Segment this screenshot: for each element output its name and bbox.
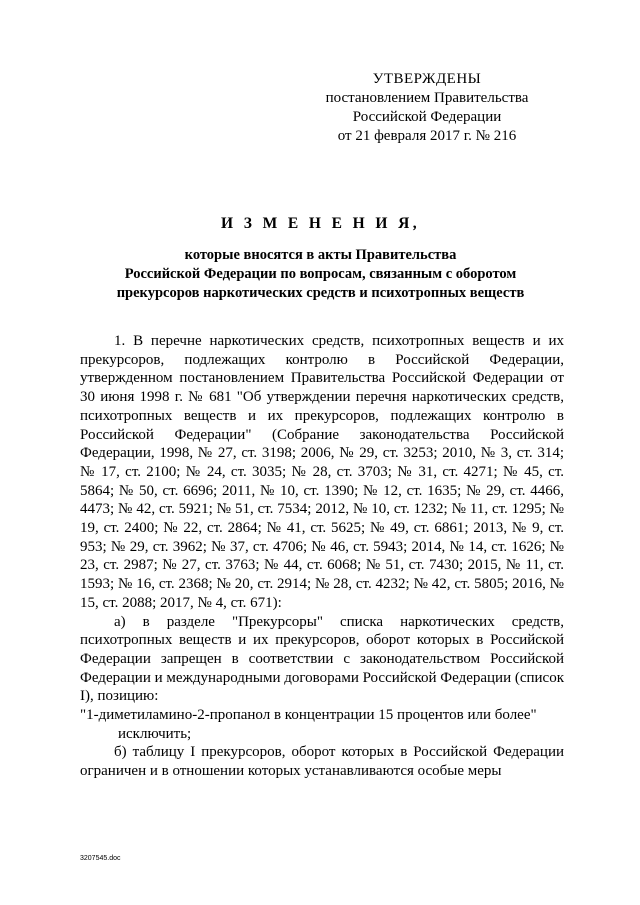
- paragraph-2: а) в разделе "Прекурсоры" списка наркотических средств, психотропных веществ и их прекурсоров, оборот которых в Российской Федерации запрещен в соответствии с законодательством Российской Федерации и международными договорами Российской Федерации (список I), позицию:: [80, 613, 565, 705]
- approval-line-1: постановлением Правительства: [325, 90, 529, 106]
- document-body: [80, 332, 564, 781]
- paragraph-5: б) таблицу I прекурсоров, оборот которых в Российской Федерации ограничен и в отношении которых устанавливаются особые меры: [80, 744, 564, 780]
- approval-line-2: Российской Федерации: [352, 109, 502, 125]
- paragraph-1: 1. В перечне наркотических средств, психотропных веществ и их прекурсоров, подлежащих контролю в Российской Федерации, утвержденном постановлением Правительства Российской Федерации от 30 июня 1998 г. № 681 "Об утверждении перечня наркотических средств, психотропных веществ и их прекурсоров, подлежащих контролю в Российской Федерации" (Собрание законодательства Российской Федерации, 1998, № 27, ст. 3198; 2006, № 29, ст. 3253; 2010, № 3, ст. 314; № 17, ст. 2100; № 24, ст. 3035; № 28, ст. 3703; № 31, ст. 4271; № 45, ст. 5864; № 50, ст. 6696; 2011, № 10, ст. 1390; № 12, ст. 1635; № 29, ст. 4466, 4473; № 42, ст. 5921; № 51, ст. 7534; 2012, № 10, ст. 1232; № 11, ст. 1295; № 19, ст. 2400; № 22, ст. 2864; № 41, ст. 5625; № 49, ст. 6861; 2013, № 9, ст. 953; № 29, ст. 3962; № 37, ст. 4706; № 46, ст. 5943; 2014, № 14, ст. 1626; № 23, ст. 2987; № 27, ст. 3763; № 44, ст. 6068; № 51, ст. 7430; 2015, № 11, ст. 1593; № 16, ст. 2368; № 20, ст. 2914; № 28, ст. 4232; № 42, ст. 5805; 2016, № 15, ст. 2088; 2017, № 4, ст. 671):: [80, 333, 564, 611]
- heading-subtitle-1: которые вносятся в акты Правительства: [184, 247, 457, 263]
- heading-subtitle-3: прекурсоров наркотических средств и психотропных веществ: [116, 285, 525, 301]
- paragraph-4: исключить;: [118, 725, 192, 742]
- approval-title: УТВЕРЖДЕНЫ: [372, 71, 482, 87]
- heading-title: И З М Е Н Е Н И Я,: [221, 215, 420, 232]
- heading-subtitle-2: Российской Федерации по вопросам, связанным с оборотом: [124, 266, 517, 282]
- paragraph-3: "1-диметиламино-2-пропанол в концентрации 15 процентов или более": [80, 707, 537, 724]
- document-id: 3207545.doc: [80, 855, 121, 862]
- document-heading: [60, 214, 581, 303]
- approval-stamp: [300, 70, 554, 146]
- approval-line-3: от 21 февраля 2017 г. № 216: [337, 128, 517, 144]
